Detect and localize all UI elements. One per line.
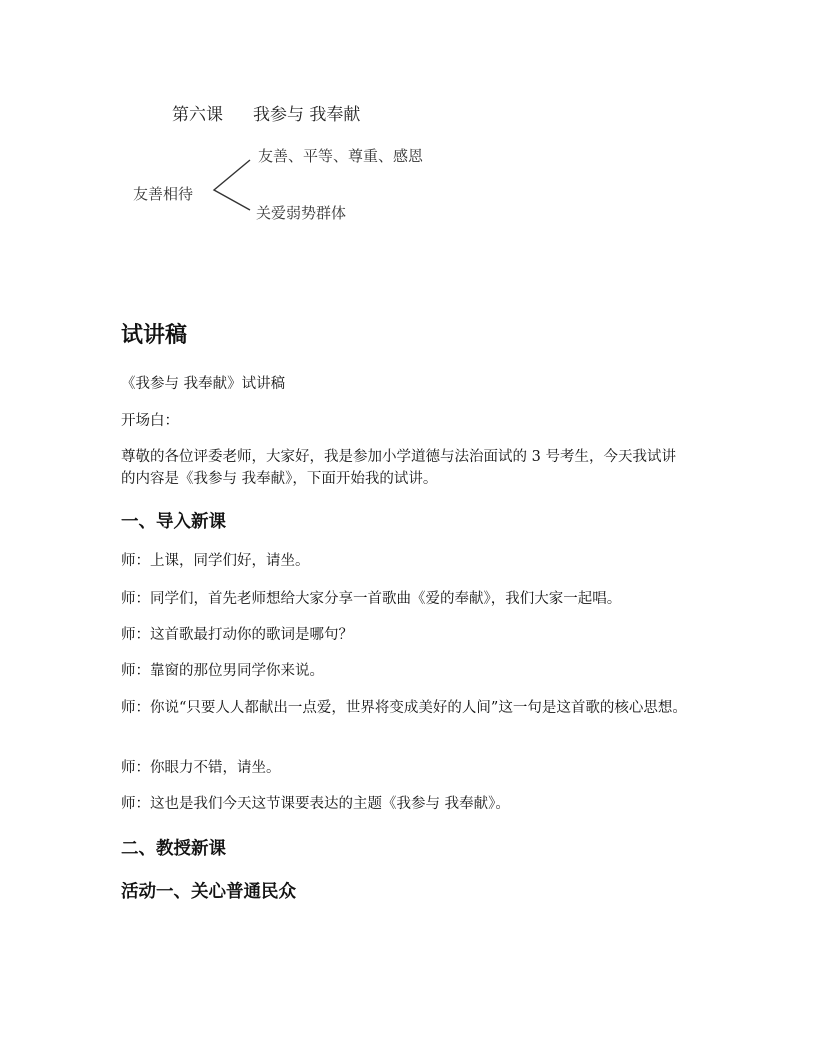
branch-lines (0, 0, 816, 260)
dialogue-line: 师：上课，同学们好，请坐。 (121, 553, 310, 569)
diagram-branch-top: 友善、平等、尊重、感恩 (258, 147, 424, 165)
opening-paragraph: 尊敬的各位评委老师，大家好，我是参加小学道德与法治面试的 3 号考生，今天我试讲的内容是《我参与 我奉献》，下面开始我的试讲。 (121, 449, 676, 487)
section-heading-intro: 一、导入新课 (121, 512, 226, 532)
diagram-branch-bottom: 关爱弱势群体 (256, 204, 347, 222)
section-heading-teaching: 二、教授新课 (121, 839, 226, 859)
lesson-name: 我参与 我奉献 (253, 105, 361, 125)
lesson-label: 第六课 (172, 105, 223, 125)
opening-label: 开场白： (121, 413, 179, 429)
diagram-root: 友善相待 (133, 185, 194, 203)
dialogue-line: 师：同学们，首先老师想给大家分享一首歌曲《爱的奉献》，我们大家一起唱。 (121, 591, 622, 607)
dialogue-line: 师：这也是我们今天这节课要表达的主题《我参与 我奉献》。 (121, 796, 510, 812)
dialogue-line: 师：你眼力不错，请坐。 (121, 760, 281, 776)
document-title: 试讲稿 (121, 323, 188, 348)
activity-heading: 活动一、关心普通民众 (121, 882, 296, 902)
document-subtitle: 《我参与 我奉献》试讲稿 (121, 376, 286, 392)
dialogue-line: 师：这首歌最打动你的歌词是哪句？ (121, 627, 353, 643)
dialogue-line: 师：你说“只要人人都献出一点爱，世界将变成美好的人间”这一句是这首歌的核心思想。 (121, 700, 687, 716)
dialogue-line: 师：靠窗的那位男同学你来说。 (121, 663, 324, 679)
